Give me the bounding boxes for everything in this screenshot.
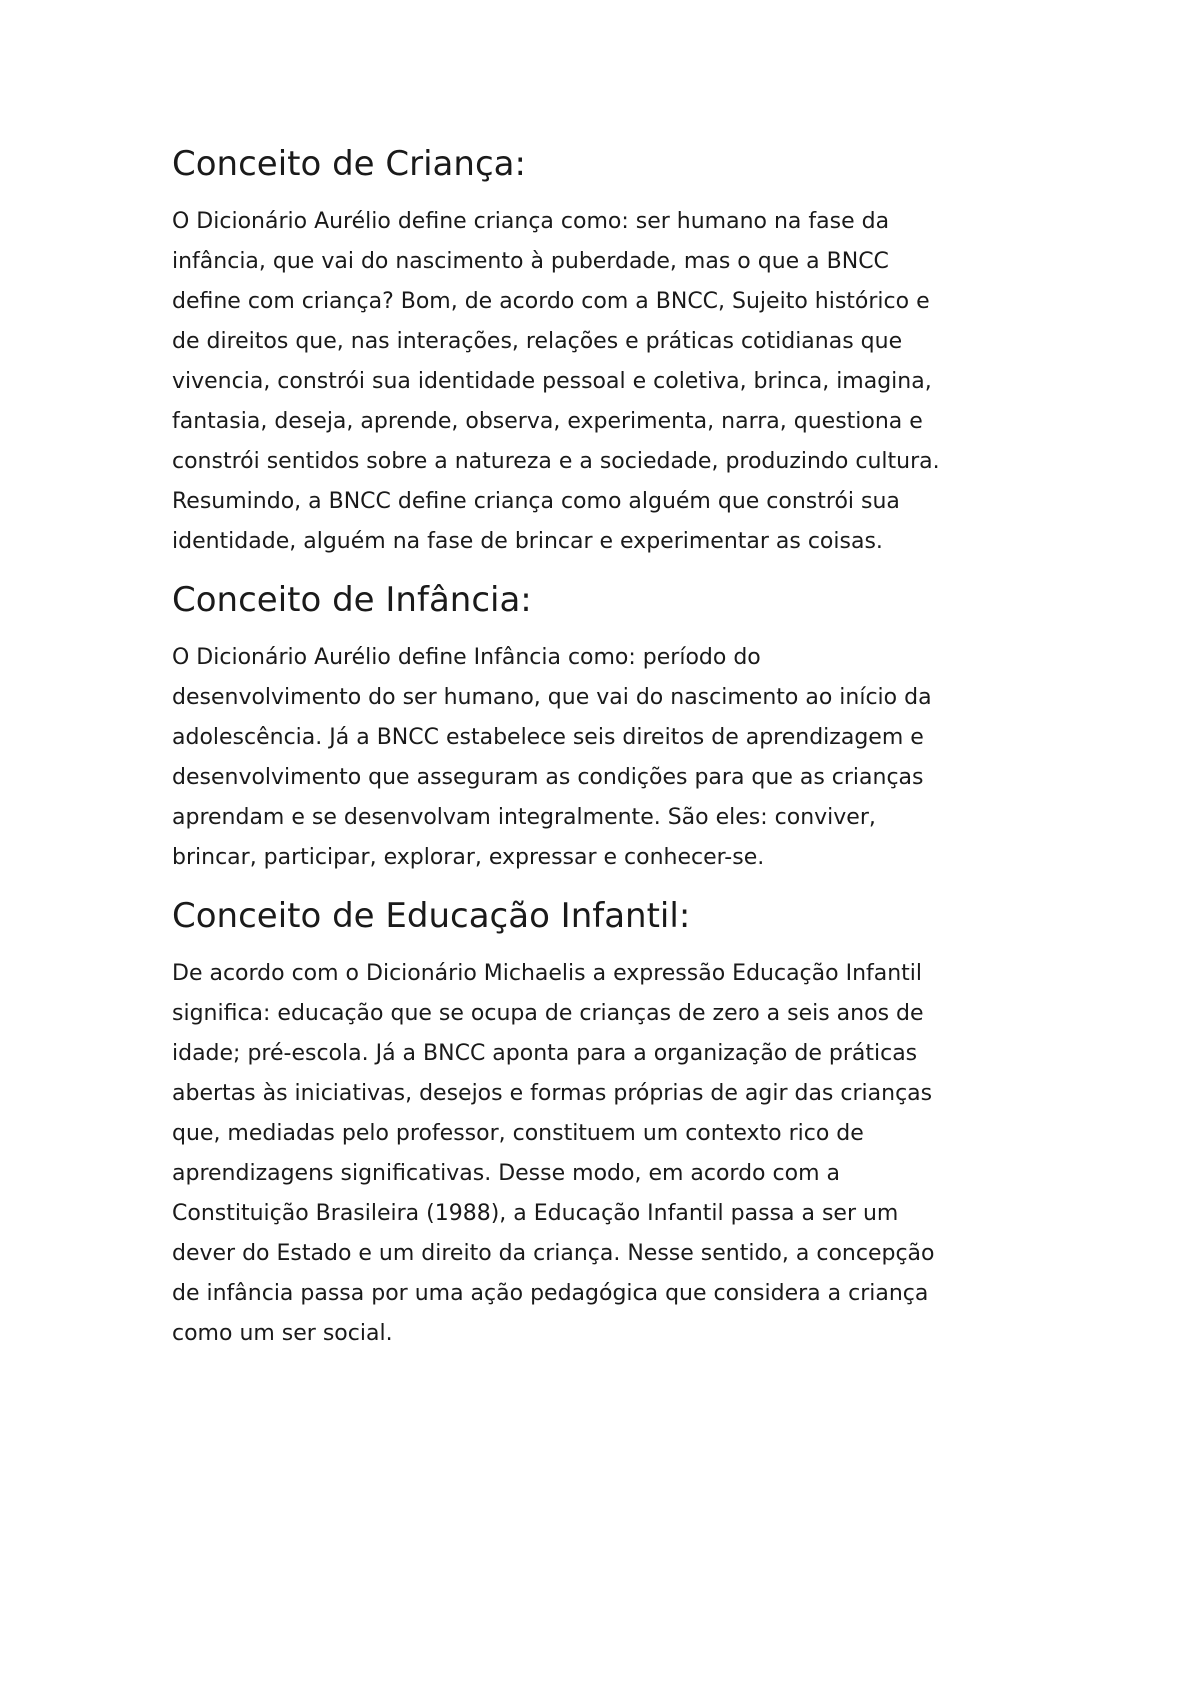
section-crianca — [172, 140, 1042, 562]
text-line: fantasia, deseja, aprende, observa, experimenta, narra, questiona e — [172, 409, 923, 434]
section-body-infancia — [172, 638, 1042, 878]
section-body-crianca — [172, 202, 1042, 562]
text-line: identidade, alguém na fase de brincar e experimentar as coisas. — [172, 529, 883, 554]
section-educacao-infantil — [172, 892, 1042, 1354]
text-line: infância, que vai do nascimento à puberdade, mas o que a BNCC — [172, 249, 889, 274]
section-body-educacao-infantil — [172, 954, 1042, 1354]
text-line: Resumindo, a BNCC define criança como alguém que constrói sua — [172, 489, 900, 514]
section-title-crianca: Conceito de Criança: — [172, 144, 526, 184]
text-line: O Dicionário Aurélio define criança como: ser humano na fase da — [172, 209, 890, 234]
text-line: desenvolvimento do ser humano, que vai do nascimento ao início da — [172, 685, 932, 710]
document-content — [172, 140, 1042, 1368]
text-line: significa: educação que se ocupa de crianças de zero a seis anos de — [172, 1001, 924, 1026]
text-line: de infância passa por uma ação pedagógica que considera a criança — [172, 1281, 929, 1306]
text-line: que, mediadas pelo professor, constituem um contexto rico de — [172, 1121, 864, 1146]
text-line: idade; pré-escola. Já a BNCC aponta para a organização de práticas — [172, 1041, 918, 1066]
text-line: aprendam e se desenvolvam integralmente. São eles: conviver, — [172, 805, 876, 830]
section-title-infancia: Conceito de Infância: — [172, 580, 532, 620]
text-line: adolescência. Já a BNCC estabelece seis direitos de aprendizagem e — [172, 725, 924, 750]
text-line: O Dicionário Aurélio define Infância como: período do — [172, 645, 761, 670]
text-line: aprendizagens significativas. Desse modo, em acordo com a — [172, 1161, 840, 1186]
text-line: brincar, participar, explorar, expressar e conhecer-se. — [172, 845, 765, 870]
text-line: vivencia, constrói sua identidade pessoal e coletiva, brinca, imagina, — [172, 369, 932, 394]
text-line: de direitos que, nas interações, relações e práticas cotidianas que — [172, 329, 903, 354]
text-line: define com criança? Bom, de acordo com a BNCC, Sujeito histórico e — [172, 289, 930, 314]
text-line: constrói sentidos sobre a natureza e a sociedade, produzindo cultura. — [172, 449, 940, 474]
text-line: como um ser social. — [172, 1321, 393, 1346]
text-line: desenvolvimento que asseguram as condições para que as crianças — [172, 765, 924, 790]
text-line: De acordo com o Dicionário Michaelis a expressão Educação Infantil — [172, 961, 923, 986]
section-title-educacao-infantil: Conceito de Educação Infantil: — [172, 896, 691, 936]
section-infancia — [172, 576, 1042, 878]
text-line: dever do Estado e um direito da criança. Nesse sentido, a concepção — [172, 1241, 935, 1266]
text-line: Constituição Brasileira (1988), a Educação Infantil passa a ser um — [172, 1201, 899, 1226]
text-line: abertas às iniciativas, desejos e formas próprias de agir das crianças — [172, 1081, 933, 1106]
